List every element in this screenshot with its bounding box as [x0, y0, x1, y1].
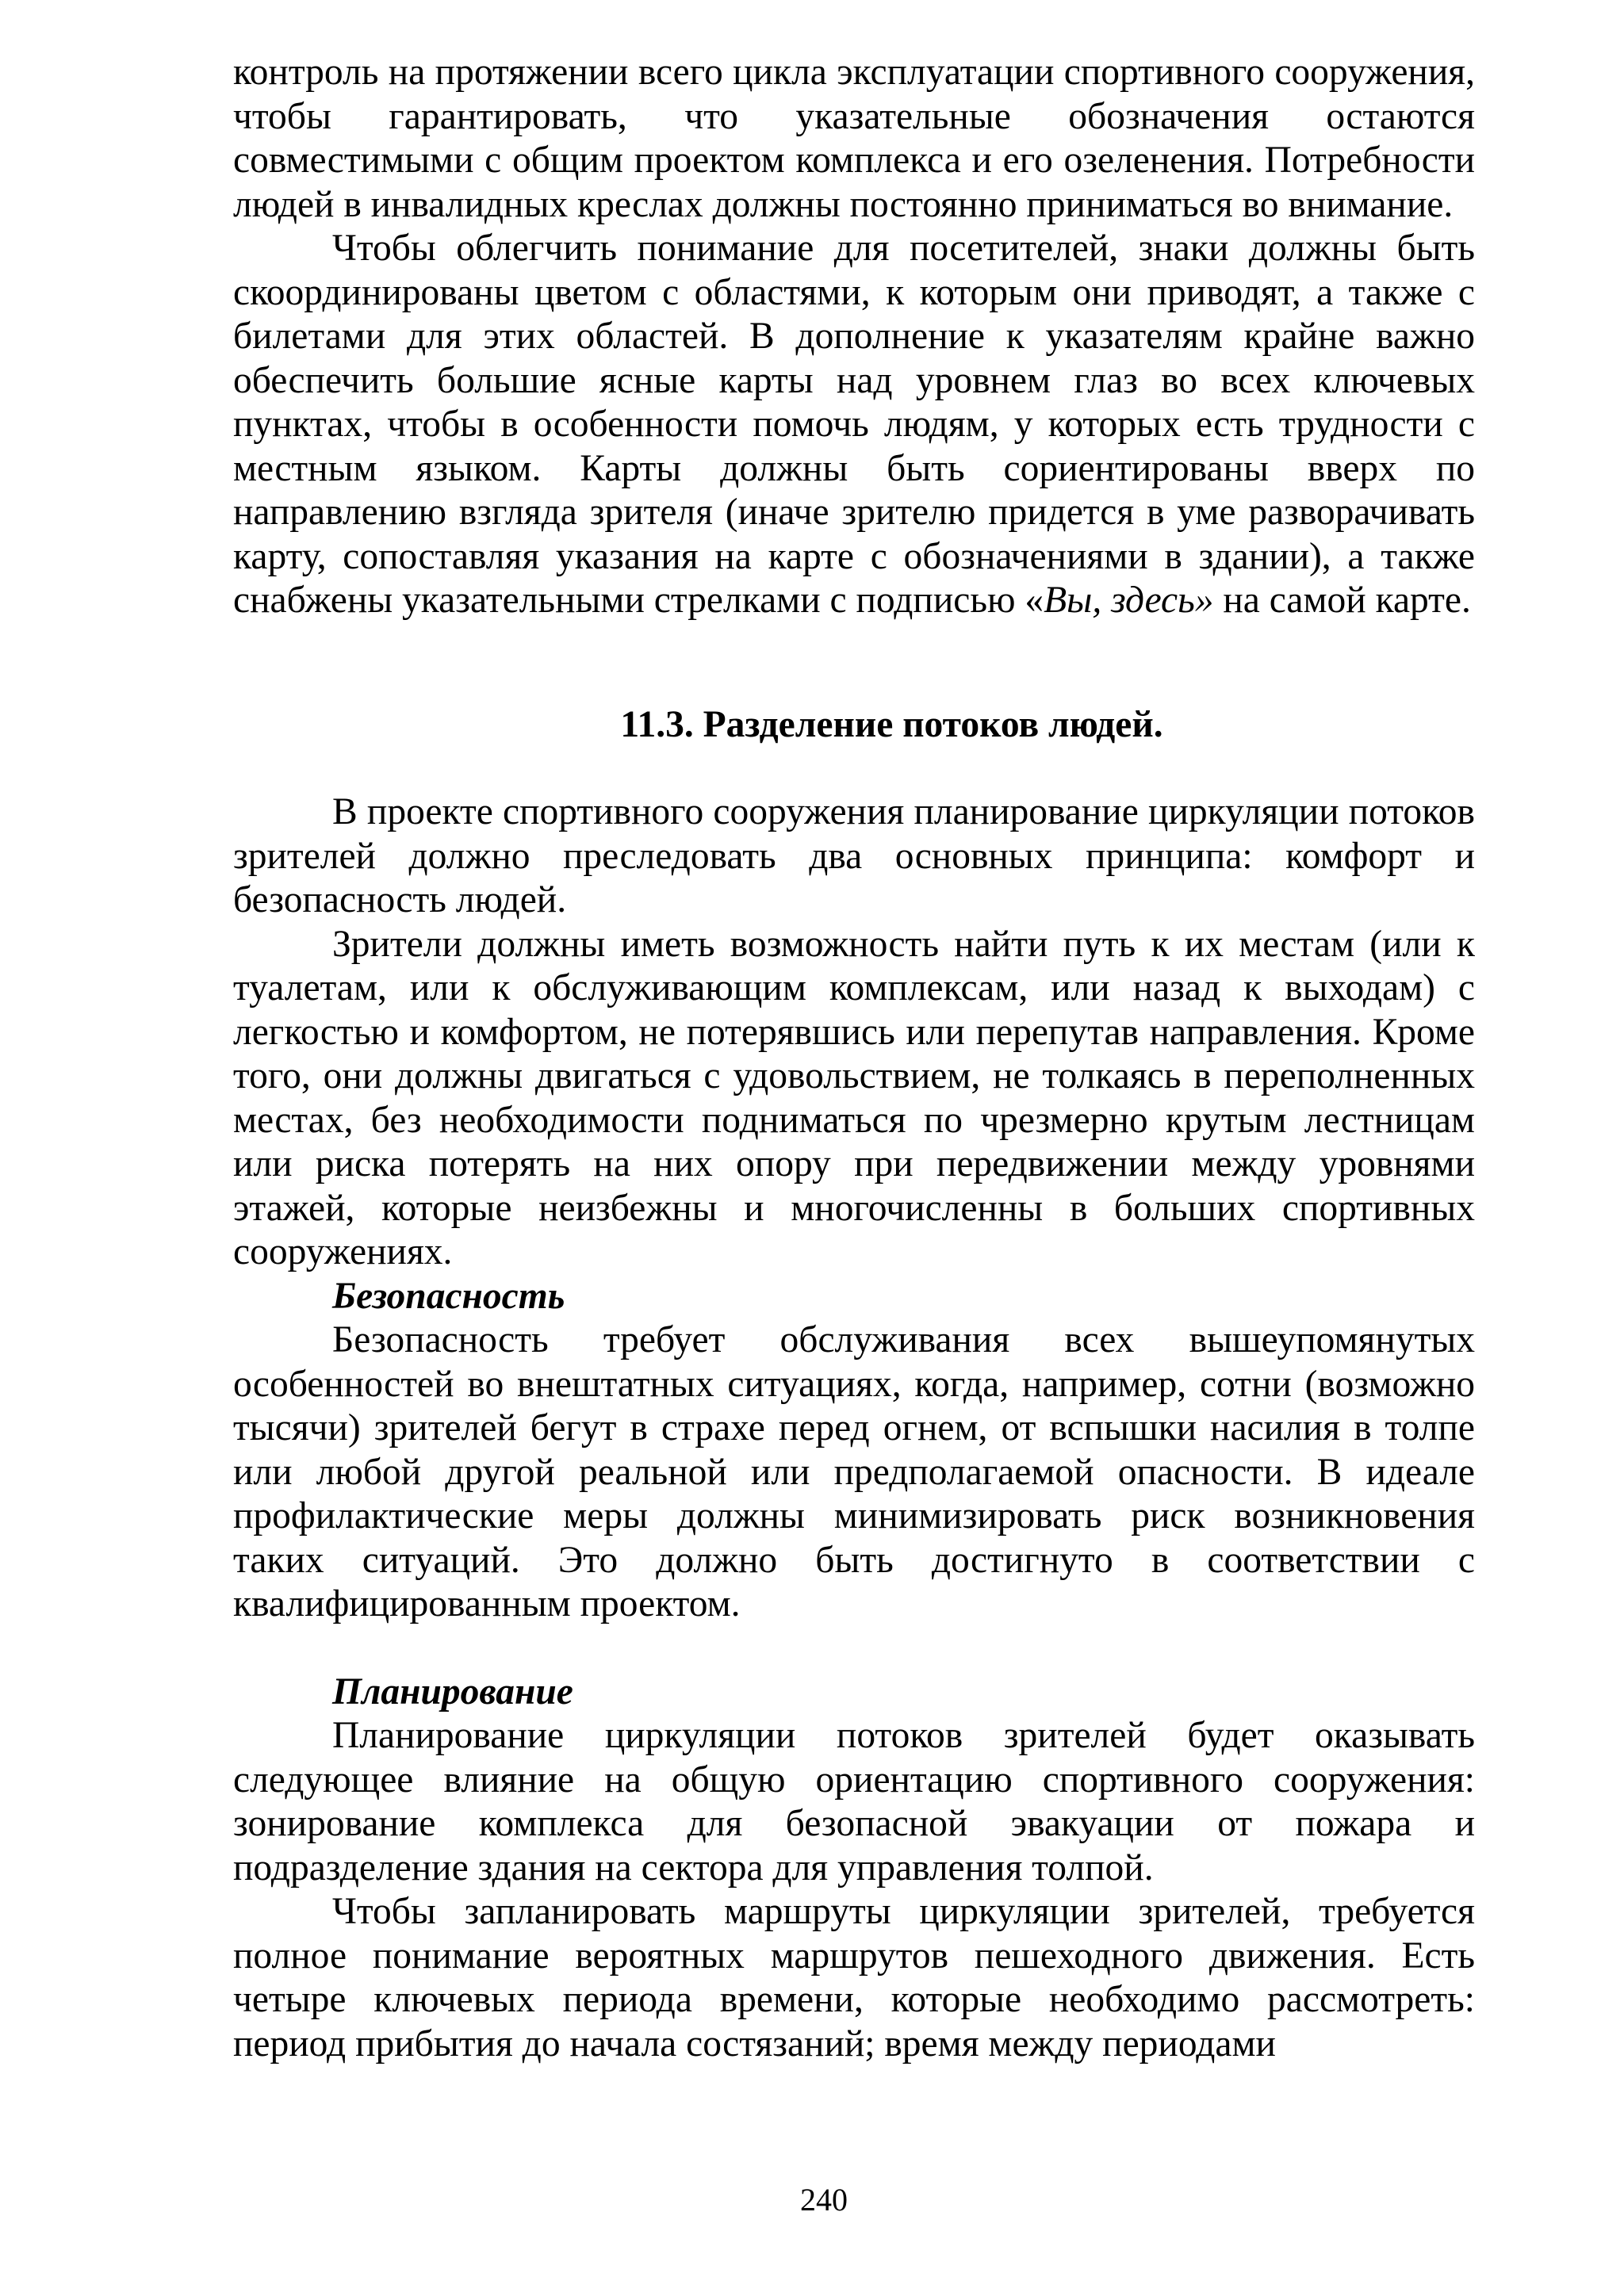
- section-heading: 11.3. Разделение потоков людей.: [620, 703, 1163, 745]
- paragraph-signage-maps: [233, 227, 1475, 623]
- spacer: [233, 623, 1475, 703]
- paragraph-signage-maps-text: Чтобы облегчить понимание для посетителей, знаки должны быть скоординированы цветом с областями, к которым они приводят, а также с билетами для этих областей. В дополнение к указателям крайне важно обеспечить большие ясные карты над уровнем глаз во всех ключевых пунктах, чтобы в особенности помочь людям, у которых есть трудности с местным языком. Карты должны быть сориентированы вверх по направлению взгляда зрителя (иначе зрителю придется в уме разворачивать карту, сопоставляя указания на карте с обозначениями в здании), а также снабжены указательными стрелками с подписью «: [233, 228, 1475, 621]
- paragraph-continuation: контроль на протяжении всего цикла эксплуатации спортивного сооружения, чтобы гарантировать, что указательные обозначения остаются совместимыми с общим проектом комплекса и его озеленения. Потребности людей в инвалидных креслах должны постоянно приниматься во внимание.: [233, 52, 1475, 225]
- paragraph-routes: Чтобы запланировать маршруты циркуляции зрителей, требуется полное понимание вероятных маршрутов пешеходного движения. Есть четыре ключевых периода времени, которые необходимо рассмотреть: период прибытия до начала состязаний; время между периодами: [233, 1891, 1475, 2064]
- subheading-safety: Безопасность: [332, 1275, 565, 1317]
- page-number: 240: [800, 2182, 848, 2218]
- spacer: [233, 1627, 1475, 1670]
- page-body: [233, 51, 1475, 2066]
- paragraph-signage-maps-end: на самой карте.: [1213, 580, 1471, 621]
- paragraph-safety: Безопасность требует обслуживания всех вышеупомянутых особенностей во внештатных ситуациях, когда, например, сотни (возможно тысячи) зрителей бегут в страхе перед огнем, от вспышки насилия в толпе или любой другой реальной или предполагаемой опасности. В идеале профилактические меры должны минимизировать риск возникновения таких ситуаций. Это должно быть достигнуто в соответствии с квалифицированным проектом.: [233, 1319, 1475, 1624]
- paragraph-principles: В проекте спортивного сооружения планирование циркуляции потоков зрителей должно преследовать два основных принципа: комфорт и безопасность людей.: [233, 791, 1475, 920]
- paragraph-planning: Планирование циркуляции потоков зрителей будет оказывать следующее влияние на общую ориентацию спортивного сооружения: зонирование комплекса для безопасной эвакуации от пожара и подразделение здания на сектора для управления толпой.: [233, 1715, 1475, 1888]
- paragraph-comfort: Зрители должны иметь возможность найти путь к их местам (или к туалетам, или к обслуживающим комплексам, или назад к выходам) с легкостью и комфортом, не потерявшись или перепутав направления. Кроме того, они должны двигаться с удовольствием, не толкаясь в переполненных местах, без необходимости подниматься по чрезмерно крутым лестницам или риска потерять на них опору при передвижении между уровнями этажей, которые неизбежны и многочисленны в больших спортивных сооружениях.: [233, 923, 1475, 1272]
- subheading-planning: Планирование: [332, 1670, 573, 1712]
- spacer: [233, 747, 1475, 790]
- you-are-here-label: Вы, здесь»: [1044, 580, 1214, 621]
